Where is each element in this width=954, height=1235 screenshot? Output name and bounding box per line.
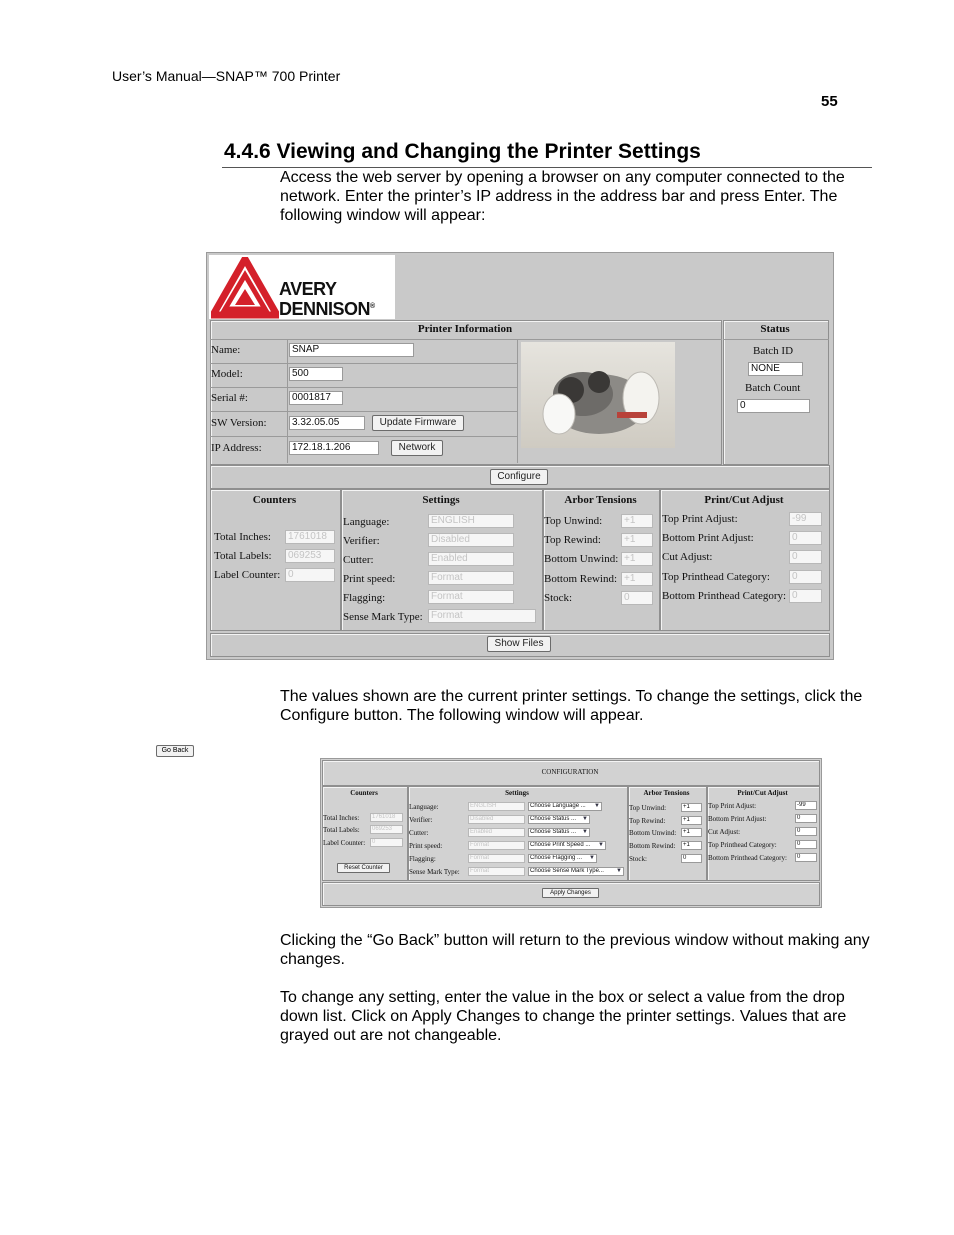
config-bottom-unwind-label: Bottom Unwind: <box>629 829 677 837</box>
config-bottom-printhead-category-label: Bottom Printhead Category: <box>708 854 787 862</box>
config-stock-label: Stock: <box>629 855 647 863</box>
flagging-field: Format <box>428 590 514 604</box>
serial-label: Serial #: <box>211 392 248 404</box>
chevron-down-icon: ▼ <box>594 803 600 809</box>
avery-triangle-icon <box>211 257 279 319</box>
chevron-down-icon: ▼ <box>582 816 588 822</box>
total-inches-field: 1761018 <box>285 530 335 544</box>
running-header: User’s Manual—SNAP™ 700 Printer <box>112 68 341 84</box>
config-bottom-print-adjust-label: Bottom Print Adjust: <box>708 815 767 823</box>
top-print-adjust-input[interactable]: -99 <box>795 801 817 810</box>
bottom-printhead-category-field: 0 <box>789 589 822 603</box>
config-top-print-adjust-label: Top Print Adjust: <box>708 802 757 810</box>
section-title: 4.4.6 Viewing and Changing the Printer Settings <box>224 140 701 163</box>
status-heading: Status <box>760 323 790 335</box>
config-flagging-label: Flagging: <box>409 855 436 863</box>
bottom-unwind-label: Bottom Unwind: <box>544 553 619 565</box>
total-inches-label: Total Inches: <box>214 531 271 543</box>
bottom-print-adjust-field: 0 <box>789 531 822 545</box>
reset-counter-button[interactable]: Reset Counter <box>337 863 390 873</box>
stock-label: Stock: <box>544 592 573 604</box>
total-labels-field: 069253 <box>285 549 335 563</box>
bottom-unwind-input[interactable]: +1 <box>681 828 702 837</box>
sense-mark-type-label: Sense Mark Type: <box>343 611 423 623</box>
bottom-print-adjust-label: Bottom Print Adjust: <box>662 532 754 544</box>
flagging-label: Flagging: <box>343 592 386 604</box>
ip-address-label: IP Address: <box>211 442 262 454</box>
config-label-counter-field: 0 <box>370 838 403 847</box>
config-counters-heading: Counters <box>350 789 378 797</box>
update-firmware-button[interactable]: Update Firmware <box>372 415 464 431</box>
cut-adjust-label: Cut Adjust: <box>662 551 713 563</box>
config-print-speed-field: Format <box>468 841 525 850</box>
sense-mark-type-field: Format <box>428 609 536 623</box>
serial-field: 0001817 <box>289 391 343 405</box>
config-total-inches-field: 1761018 <box>370 813 403 822</box>
top-print-adjust-field: -99 <box>789 512 822 526</box>
config-flagging-field: Format <box>468 854 525 863</box>
total-labels-label: Total Labels: <box>214 550 272 562</box>
logo-line-dennison: DENNISON <box>279 299 371 319</box>
cut-adjust-field: 0 <box>789 550 822 564</box>
top-printhead-category-field: 0 <box>789 570 822 584</box>
config-arbor-tensions-heading: Arbor Tensions <box>643 789 690 797</box>
page-number: 55 <box>821 93 838 110</box>
config-sense-mark-type-label: Sense Mark Type: <box>409 868 460 876</box>
avery-dennison-logo <box>209 255 395 319</box>
config-print-speed-label: Print speed: <box>409 842 443 850</box>
verifier-field: Disabled <box>428 533 514 547</box>
paragraph-access: Access the web server by opening a browser on any computer connected to the network. Enter the printer’s IP address in the address bar and press Enter. The following window will appear: <box>280 169 845 224</box>
language-label: Language: <box>343 516 390 528</box>
config-total-labels-field: 069253 <box>370 825 403 834</box>
batch-count-field: 0 <box>737 399 810 413</box>
top-unwind-label: Top Unwind: <box>544 515 603 527</box>
settings-heading: Settings <box>422 494 460 506</box>
printer-status-screenshot <box>206 252 834 660</box>
config-bottom-rewind-label: Bottom Rewind: <box>629 842 676 850</box>
show-files-button[interactable]: Show Files <box>487 636 551 652</box>
print-cut-adjust-heading: Print/Cut Adjust <box>704 494 784 506</box>
sw-version-label: SW Version: <box>211 417 267 429</box>
config-top-printhead-category-label: Top Printhead Category: <box>708 841 777 849</box>
logo-registered-mark: ® <box>370 303 375 310</box>
bottom-rewind-label: Bottom Rewind: <box>544 573 618 585</box>
model-label: Model: <box>211 368 243 380</box>
top-rewind-input[interactable]: +1 <box>681 816 702 825</box>
verifier-select[interactable] <box>528 815 590 824</box>
batch-count-label: Batch Count <box>745 382 801 394</box>
network-button[interactable]: Network <box>391 440 443 456</box>
config-print-cut-adjust-heading: Print/Cut Adjust <box>737 789 788 797</box>
model-field: 500 <box>289 367 343 381</box>
top-unwind-field: +1 <box>621 514 653 528</box>
stock-input[interactable]: 0 <box>681 854 702 863</box>
name-label: Name: <box>211 344 241 356</box>
counters-heading: Counters <box>252 494 297 506</box>
config-total-labels-label: Total Labels: <box>323 826 360 834</box>
bottom-print-adjust-input[interactable]: 0 <box>795 814 817 823</box>
bottom-printhead-category-label: Bottom Printhead Category: <box>662 590 787 602</box>
chevron-down-icon: ▼ <box>616 868 622 874</box>
config-cutter-label: Cutter: <box>409 829 429 837</box>
config-label-counter-label: Label Counter: <box>323 839 366 847</box>
logo-line-avery: AVERY <box>279 279 337 299</box>
top-unwind-input[interactable]: +1 <box>681 803 702 812</box>
print-speed-label: Print speed: <box>343 573 396 585</box>
ip-address-field: 172.18.1.206 <box>289 441 379 455</box>
arbor-tensions-heading: Arbor Tensions <box>564 494 637 506</box>
config-top-unwind-label: Top Unwind: <box>629 804 667 812</box>
config-total-inches-label: Total Inches: <box>323 814 360 822</box>
cutter-select[interactable] <box>528 828 590 837</box>
cutter-field: Enabled <box>428 552 514 566</box>
go-back-button[interactable]: Go Back <box>156 745 194 757</box>
label-counter-label: Label Counter: <box>214 569 281 581</box>
configuration-heading: CONFIGURATION <box>541 768 599 776</box>
top-print-adjust-label: Top Print Adjust: <box>662 513 738 525</box>
chevron-down-icon: ▼ <box>589 855 595 861</box>
config-language-label: Language: <box>409 803 439 811</box>
paragraph-values: The values shown are the current printer settings. To change the settings, click the Configure button. The following window will appear. <box>280 688 863 724</box>
config-cut-adjust-label: Cut Adjust: <box>708 828 741 836</box>
flagging-select-value: Choose Flagging ... <box>530 855 583 861</box>
bottom-rewind-input[interactable]: +1 <box>681 841 702 850</box>
bottom-unwind-field: +1 <box>621 552 653 566</box>
sw-version-field: 3.32.05.05 <box>289 416 365 430</box>
batch-id-field: NONE <box>748 362 803 376</box>
cutter-label: Cutter: <box>343 554 374 566</box>
verifier-select-value: Choose Status ... <box>530 816 577 822</box>
config-verifier-field: Disabled <box>468 815 525 824</box>
verifier-label: Verifier: <box>343 535 380 547</box>
top-printhead-category-input[interactable]: 0 <box>795 840 817 849</box>
cutter-select-value: Choose Status ... <box>530 829 577 835</box>
language-select-value: Choose Language ... <box>530 803 586 809</box>
config-settings-heading: Settings <box>505 789 529 797</box>
bottom-rewind-field: +1 <box>621 572 653 586</box>
config-top-rewind-label: Top Rewind: <box>629 817 666 825</box>
sense-mark-type-select[interactable] <box>528 867 624 876</box>
flagging-select[interactable] <box>528 854 597 863</box>
config-cutter-field: Enabled <box>468 828 525 837</box>
name-field: SNAP <box>289 343 414 357</box>
paragraph-go-back: Clicking the “Go Back” button will return to the previous window without making any changes. <box>280 932 870 968</box>
print-speed-field: Format <box>428 571 514 585</box>
printer-photo <box>521 342 675 448</box>
configure-button[interactable]: Configure <box>490 469 548 485</box>
config-language-field: ENGLISH <box>468 802 525 811</box>
bottom-printhead-category-input[interactable]: 0 <box>795 853 817 862</box>
print-speed-select-value: Choose Print Speed ... <box>530 842 591 848</box>
sense-mark-type-select-value: Choose Sense Mark Type... <box>530 868 604 874</box>
batch-id-label: Batch ID <box>753 345 794 357</box>
top-rewind-field: +1 <box>621 533 653 547</box>
chevron-down-icon: ▼ <box>582 829 588 835</box>
config-verifier-label: Verifier: <box>409 816 433 824</box>
chevron-down-icon: ▼ <box>598 842 604 848</box>
top-printhead-category-label: Top Printhead Category: <box>662 571 770 583</box>
stock-field: 0 <box>621 591 653 605</box>
cut-adjust-input[interactable]: 0 <box>795 827 817 836</box>
print-speed-select[interactable] <box>528 841 606 850</box>
configuration-screenshot <box>320 758 822 908</box>
language-select[interactable] <box>528 802 602 811</box>
config-sense-mark-type-field: Format <box>468 867 525 876</box>
top-rewind-label: Top Rewind: <box>544 534 601 546</box>
language-field: ENGLISH <box>428 514 514 528</box>
apply-changes-button[interactable]: Apply Changes <box>542 888 599 898</box>
paragraph-change-setting: To change any setting, enter the value in the box or select a value from the drop down list. Click on Apply Changes to change the printer settings. Values that are grayed out are not changeable. <box>280 989 847 1044</box>
label-counter-field: 0 <box>285 568 335 582</box>
printer-info-heading: Printer Information <box>417 323 513 335</box>
